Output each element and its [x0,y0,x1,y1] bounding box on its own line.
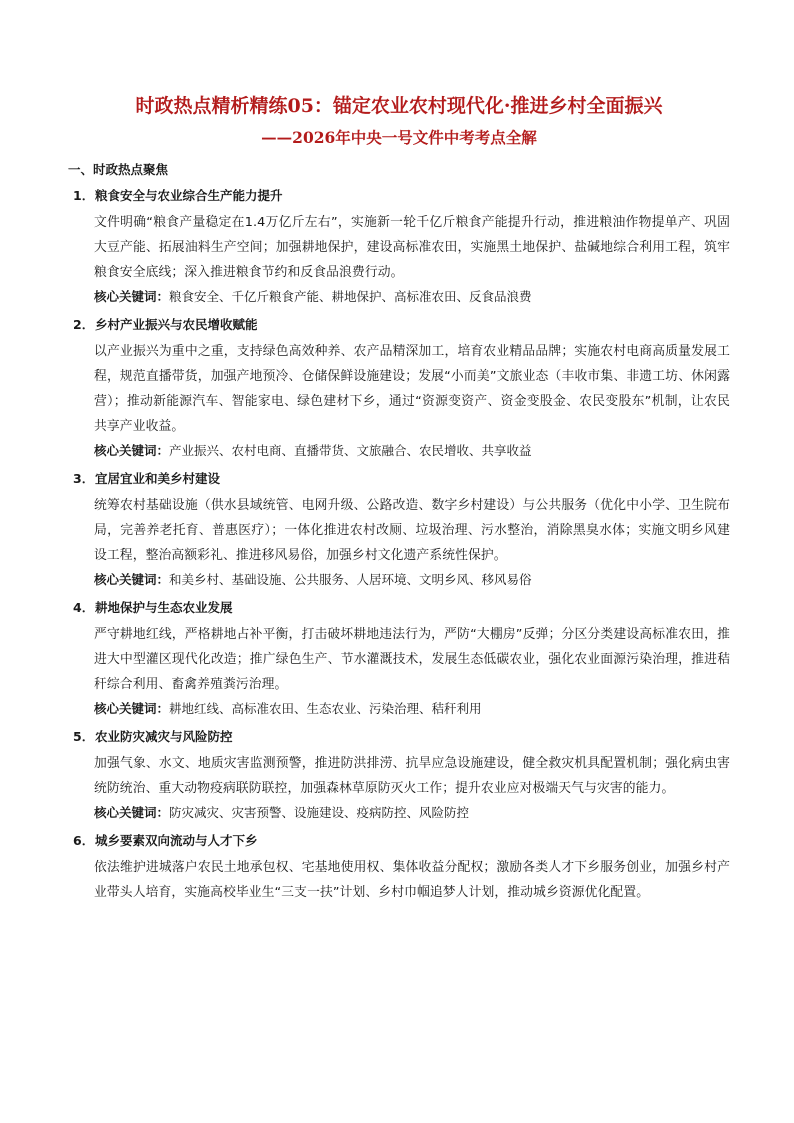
topic-title: 耕地保护与生态农业发展 [95,600,233,615]
topic-number: 4． [73,600,95,615]
keyword-list: 和美乡村、基础设施、公共服务、人居环境、文明乡风、移风易俗 [169,572,532,587]
topic-item-1 [68,186,730,309]
topic-item-5 [68,727,730,825]
topic-body: 加强气象、水文、地质灾害监测预警，推进防洪排涝、抗旱应急设施建设，健全救灾机具配置机制；强化病虫害统防统治、重大动物疫病联防联控，加强森林草原防灭火工作；提升农业应对极端天气与灾害的能力。 [94,756,730,796]
topic-body: 文件明确“粮食产量稳定在1.4万亿斤左右”，实施新一轮千亿斤粮食产能提升行动，推进粮油作物提单产、巩固大豆产能、拓展油料生产空间；加强耕地保护，建设高标准农田，实施黑土地保护、盐碱地综合利用工程，筑牢粮食安全底线；深入推进粮食节约和反食品浪费行动。 [94,215,730,280]
topic-heading [73,831,730,851]
topic-body: 依法维护进城落户农民土地承包权、宅基地使用权、集体收益分配权；激励各类人才下乡服务创业，加强乡村产业带头人培育，实施高校毕业生“三支一扶”计划、乡村巾帼追梦人计划，推动城乡资源优化配置。 [94,860,730,900]
keyword-list: 产业振兴、农村电商、直播带货、文旅融合、农民增收、共享收益 [169,443,532,458]
keyword-label: 核心关键词： [94,572,170,587]
topic-body: 以产业振兴为重中之重，支持绿色高效种养、农产品精深加工，培育农业精品品牌；实施农村电商高质量发展工程，规范直播带货，加强产地预冷、仓储保鲜设施建设；发展“小而美”文旅业态（丰收市集、非遗工坊、休闲露营）；推动新能源汽车、智能家电、绿色建材下乡，通过“资源变资产、资金变股金、农民变股东”机制，让农民共享产业收益。 [94,344,730,434]
topic-heading [73,186,730,206]
document-title: 时政热点精析精练05：锚定农业农村现代化·推进乡村全面振兴 [135,95,663,117]
topic-title: 乡村产业振兴与农民增收赋能 [95,317,258,332]
topic-item-4 [68,598,730,721]
keyword-label: 核心关键词： [94,701,170,716]
keyword-label: 核心关键词： [94,805,170,820]
topic-keywords [94,285,730,309]
topic-number: 2． [73,317,95,332]
topic-item-2 [68,315,730,463]
topic-number: 3． [73,471,95,486]
topic-number: 1． [73,188,95,203]
topic-body: 统筹农村基础设施（供水县域统管、电网升级、公路改造、数字乡村建设）与公共服务（优化中小学、卫生院布局，完善养老托育、普惠医疗）；一体化推进农村改厕、垃圾治理、污水整治，消除黑臭水体；实施文明乡风建设工程，整治高额彩礼、推进移风易俗，加强乡村文化遗产系统性保护。 [94,498,730,563]
topic-keywords [94,568,730,592]
topic-title: 宜居宜业和美乡村建设 [95,471,221,486]
topic-item-6 [68,831,730,905]
topic-heading [73,315,730,335]
topic-keywords [94,801,730,825]
topic-keywords [94,697,730,721]
keyword-label: 核心关键词： [94,289,170,304]
keyword-label: 核心关键词： [94,443,170,458]
topic-heading [73,727,730,747]
topic-number: 6． [73,833,95,848]
keyword-list: 粮食安全、千亿斤粮食产能、耕地保护、高标准农田、反食品浪费 [169,289,532,304]
topic-number: 5． [73,729,95,744]
topic-title: 粮食安全与农业综合生产能力提升 [95,188,283,203]
topic-heading [73,469,730,489]
topic-heading [73,598,730,618]
topic-keywords [94,439,730,463]
topic-item-3 [68,469,730,592]
topic-title: 城乡要素双向流动与人才下乡 [95,833,258,848]
document-subtitle: ——2026年中央一号文件中考考点全解 [261,128,537,147]
section-heading: 一、时政热点聚焦 [68,162,169,177]
topic-body: 严守耕地红线，严格耕地占补平衡，打击破坏耕地违法行为，严防“大棚房”反弹；分区分类建设高标准农田，推进大中型灌区现代化改造；推广绿色生产、节水灌溉技术，发展生态低碳农业，强化农业面源污染治理，推进秸秆综合利用、畜禽养殖粪污治理。 [94,627,730,692]
topic-title: 农业防灾减灾与风险防控 [95,729,233,744]
keyword-list: 耕地红线、高标准农田、生态农业、污染治理、秸秆利用 [169,701,482,716]
keyword-list: 防灾减灾、灾害预警、设施建设、疫病防控、风险防控 [169,805,470,820]
